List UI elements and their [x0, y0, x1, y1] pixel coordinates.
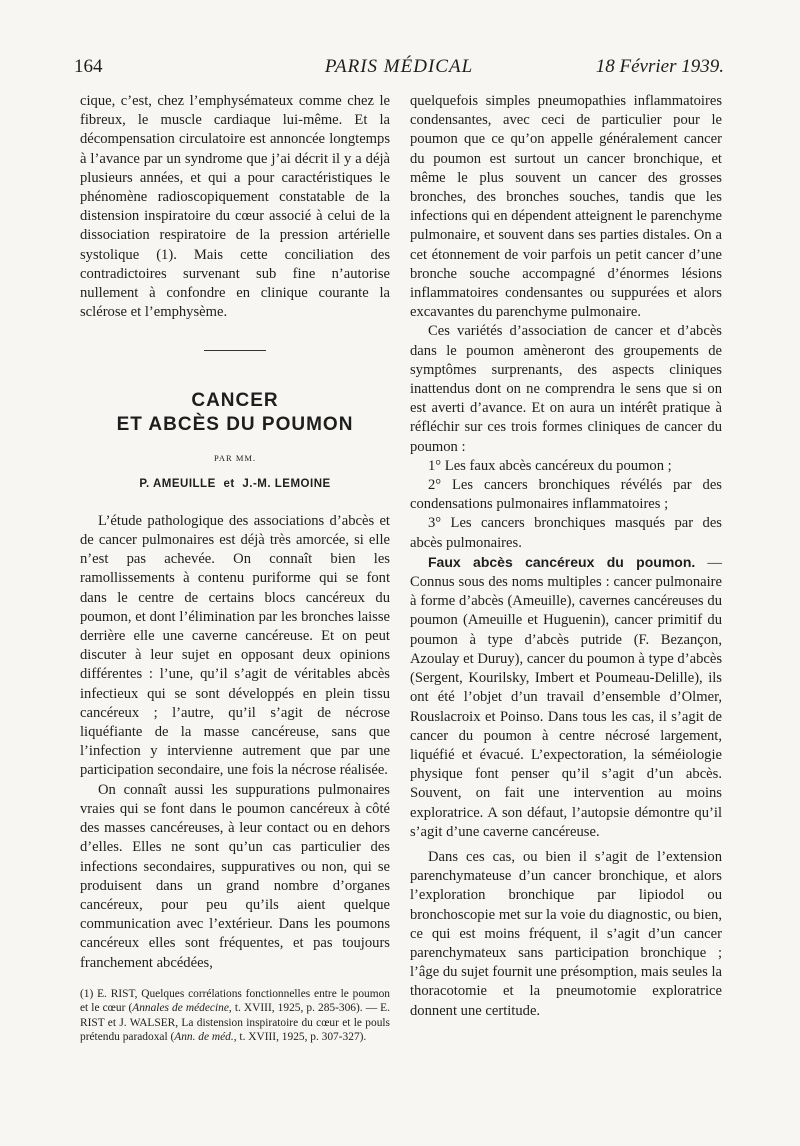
- issue-date: 18 Février 1939.: [595, 56, 724, 77]
- section-paragraph: [410, 553, 722, 842]
- authors: [80, 475, 390, 494]
- article-title: [80, 389, 390, 437]
- article-paragraph-2: On connaît aussi les suppurations pulmonaires vraies qui se font dans le poumon cancéreux à côté des masses cancéreuses, à leur contact ou en dehors d’elles. Elles ne sont qu’un cas particulier des infections secondaires, suppuratives ou non, qui se produisent dans un grand nombre d’organes cancéreux, pour peu qu’ils aient quelque communication avec l’extérieur. Dans les poumons cancéreux elles sont fréquentes, et pas toujours franchement abcédées,: [80, 781, 390, 971]
- page-header: [74, 56, 724, 82]
- footnote-text-2: , t. XVIII, 1925, p. 285-306). — E. RIST et J. WALSER, La distension inspiratoire du cœur et le pouls prétendu paradoxal (: [80, 1002, 390, 1044]
- right-paragraph-1: quelquefois simples pneumopathies inflammatoires condensantes, avec ceci de particulier pour le poumon que ce qu’on appelle généralement cancer du poumon est surtout un cancer bronchique, et même le plus souvent un cancer des grosses bronches, des bronches souches, tandis que les infections qui en dépendent atteignent le parenchyme pulmonaire, et souvent dans ses parties distales. On a cet étonnement de voir parfois un petit cancer d’une bronche souche accompagné d’énormes lésions inflammatoires condensantes ou suppurées et alors excavantes du parenchyme pulmonaire.: [410, 93, 722, 321]
- journal-title: PARIS MÉDICAL: [324, 56, 474, 77]
- author-conjunction: et: [223, 477, 235, 490]
- list-item: 2° Les cancers bronchiques révélés par des condensations pulmonaires inflammatoires ;: [410, 477, 722, 513]
- footnote-text-1: (1) E. RIST, Quelques corrélations fonctionnelles entre le poumon et le cœur (: [80, 987, 390, 1015]
- list-item: 3° Les cancers bronchiques masqués par des abcès pulmonaires.: [410, 515, 722, 551]
- footnote-reference-1: Annales de médecine: [132, 1002, 229, 1015]
- footnote: [80, 987, 390, 1045]
- article-paragraph-1: L’étude pathologique des associations d’abcès et de cancer pulmonaires est déjà très amorcée, si elle n’est pas achevée. On connaît bien les ramollissements à contenu puriforme qui se font dans le centre de certains blocs cancéreux du poumon, et dont l’élimination par les bronches laisse derrière elle une caverne cancéreuse. Et on peut discuter à leur sujet en opposant deux opinions différentes : l’une, qu’il s’agit de véritables abcès infectieux qui se sont développés en plein tissu cancéreux ; l’autre, qu’il s’agit de nécrose liquéfiante de la masse cancéreuse, sans que l’infection y intervienne autrement que par une participation secondaire, une fois la nécrose réalisée.: [80, 512, 390, 779]
- continued-paragraph: cique, c’est, chez l’emphysémateux comme chez le fibreux, le muscle cardiaque lui-même. Et la décompensation circulatoire est annoncée longtemps à l’avance par un syndrome que j’ai décrit il y a déjà plusieurs années, et qui a pour caractéristiques le phénomène radioscopiquement constatable de la distension inspiratoire du cœur associé à celui de la dissociation respiratoire de la pression artérielle systolique (1). Mais cette conciliation des contradictoires survenant sub fine n’autorise nullement à confondre en clinique courante la sclérose et l’emphysème.: [80, 93, 390, 321]
- right-paragraph-4: Dans ces cas, ou bien il s’agit de l’extension parenchymateuse d’un cancer bronchique, et alors l’exploration bronchique par lipiodol ou bronchoscopie met sur la voie du diagnostic, ou bien, ce qui est moins fréquent, il s’agit d’un cancer parenchymateux sans participation bronchique ; l’âge du sujet fournit une présomption, mais seules la thoracotomie et la pneumotomie exploratrice donnent une certitude.: [410, 848, 722, 1019]
- footnote-reference-2: Ann. de méd.: [174, 1031, 234, 1044]
- author-2: J.-M. LEMOINE: [242, 477, 331, 490]
- list-item: 1° Les faux abcès cancéreux du poumon ;: [428, 457, 672, 474]
- article-title-line-1: CANCER: [191, 390, 279, 412]
- left-column: [80, 92, 390, 1045]
- section-text: — Connus sous des noms multiples : cancer pulmonaire à forme d’abcès (Ameuille), cavernes cancéreuses du poumon (Ameuille et Huguenin), cancer primitif du poumon à type d’abcès putride (F. Bezançon, Azoulay et Duruy), cancer du poumon à type d’abcès (Sergent, Kourilsky, Imbert et Poumeau-Delille), ils ont été l’objet d’un travail d’ensemble d’Olmer, Rouslacroix et Poinso. Dans tous les cas, il s’agit de cancer du poumon à centre nécrosé largement, liquéfié et évacué. L’expectoration, la séméiologie physique font penser qu’il s’agit d’un abcès. Souvent, on fait une intervention au moins exploratrice. A son défaut, l’autopsie démontre qu’il s’agit d’une caverne cancéreuse.: [410, 554, 722, 840]
- right-paragraph-2: Ces variétés d’association de cancer et d’abcès dans le poumon amèneront des groupements de symptômes surprenants, des aspects cliniques inattendus dont on ne comprendra le sens que si on est averti d’avance. Et on aura un intérêt pratique à réfléchir sur ces trois formes cliniques de cancer du poumon :: [410, 323, 722, 455]
- footnote-text-3: , t. XVIII, 1925, p. 307-327).: [233, 1031, 367, 1044]
- clinical-forms-list: [410, 457, 722, 553]
- page-number: 164: [74, 56, 103, 77]
- section-divider: [204, 350, 266, 351]
- author-1: P. AMEUILLE: [139, 477, 216, 490]
- section-heading: Faux abcès cancéreux du poumon.: [428, 553, 696, 570]
- article-title-line-2: ET ABCÈS DU POUMON: [116, 414, 354, 436]
- right-column: [410, 92, 722, 1021]
- byline-prefix: PAR MM.: [213, 453, 257, 464]
